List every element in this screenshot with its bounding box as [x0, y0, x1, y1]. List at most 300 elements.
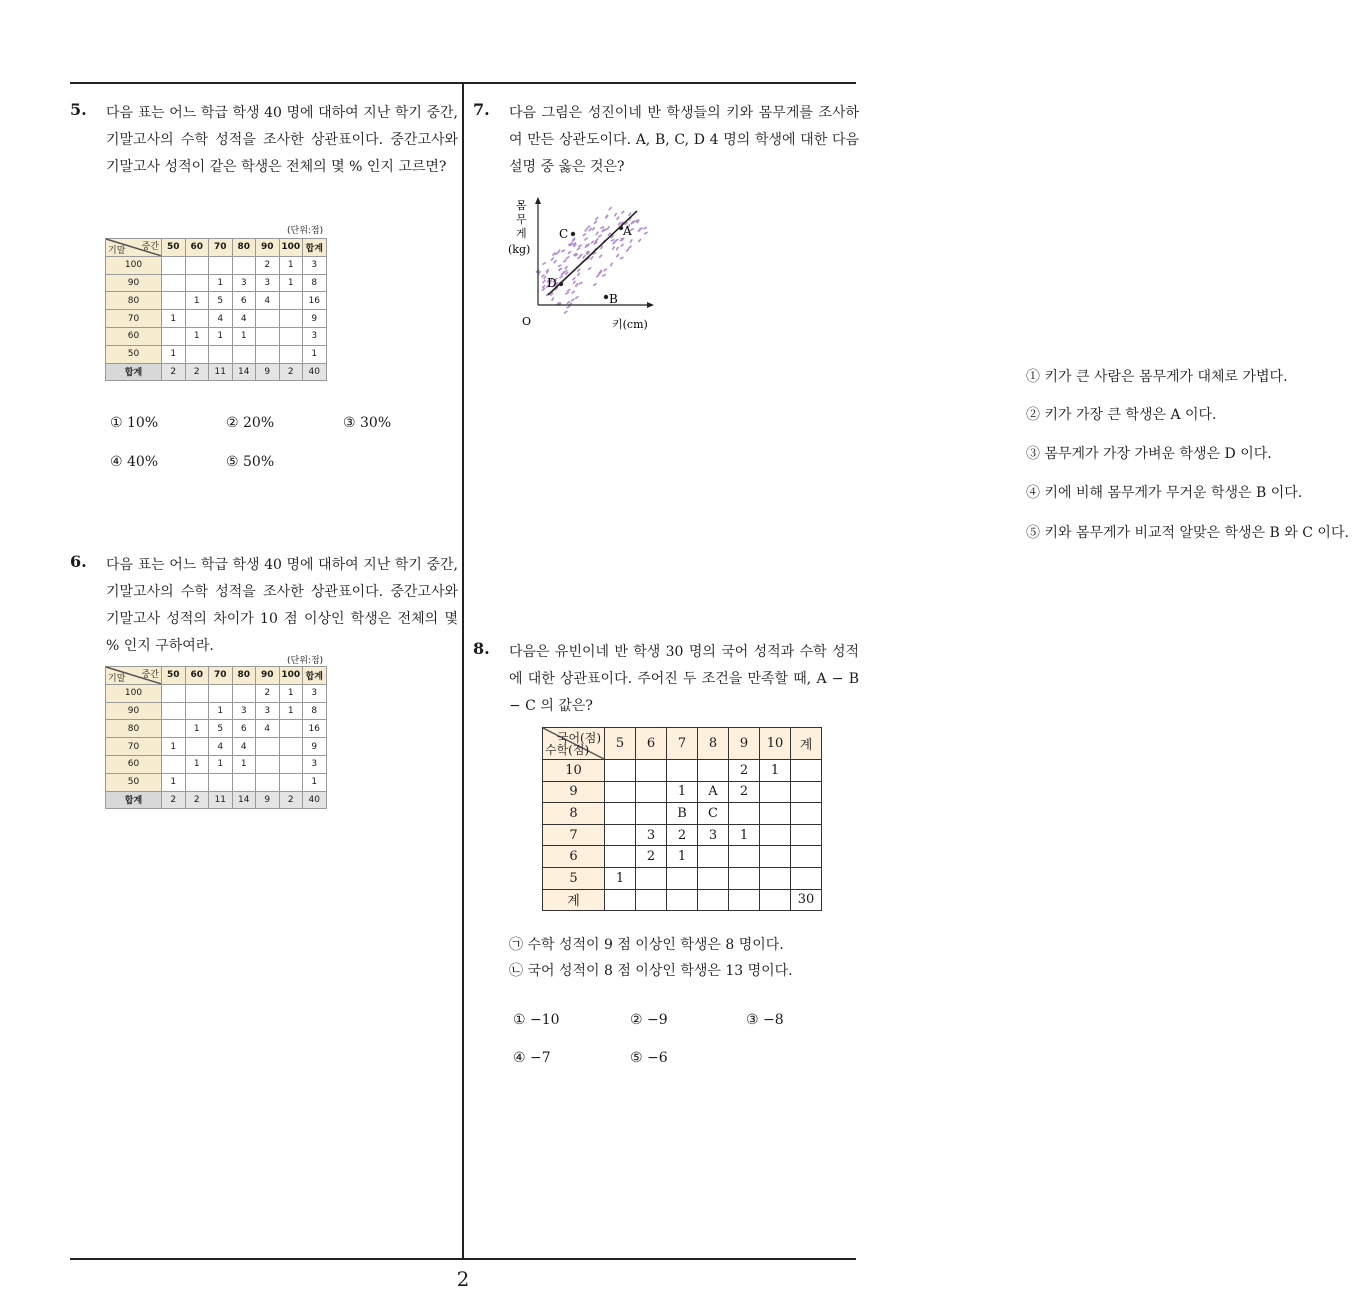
table-cell: [232, 684, 256, 702]
table-row: [106, 274, 327, 292]
table-cell: 11: [209, 363, 233, 381]
table-cell: 1: [232, 327, 256, 345]
scatter-dot: [644, 227, 647, 229]
table-cell: 3: [303, 327, 327, 345]
table-cell: [667, 760, 698, 782]
scatter-dot: [543, 280, 546, 283]
table-cell: [791, 781, 822, 803]
scatter-dot: [616, 247, 618, 250]
scatter-dot: [572, 291, 575, 294]
table-cell: 3: [256, 274, 280, 292]
table-cell: 9: [256, 791, 280, 809]
table-row: [106, 702, 327, 720]
table-cell: [667, 889, 698, 911]
scatter-dot: [621, 244, 624, 247]
scatter-dot: [596, 238, 599, 241]
scatter-dot: [565, 292, 568, 294]
table-cell: 3: [303, 755, 327, 773]
table-cell: [698, 846, 729, 868]
table-cell: [162, 256, 186, 274]
conditions-q8: [509, 932, 793, 984]
choice-2[interactable]: ② −9: [630, 1012, 668, 1028]
question-text: 다음은 유빈이네 반 학생 30 명의 국어 성적과 수학 성적에 대한 상관표이다. 주어진 두 조건을 만족할 때, A − B − C 의 값은?: [509, 644, 859, 714]
table-cell: 1: [279, 274, 303, 292]
column-header: 100: [279, 239, 303, 257]
table-cell: [636, 760, 667, 782]
table-cell: 3: [303, 256, 327, 274]
scatter-dot: [616, 254, 618, 257]
row-header: 70: [106, 310, 162, 328]
choice-1[interactable]: ① −10: [513, 1012, 560, 1028]
table-cell: [791, 867, 822, 889]
scatter-dot: [591, 241, 594, 244]
table-cell: [185, 702, 209, 720]
choice-5[interactable]: ⑤ 50%: [226, 454, 275, 470]
scatter-dot: [591, 256, 593, 259]
scatter-dot: [629, 213, 631, 216]
table-cell: 2: [636, 846, 667, 868]
table-cell: [729, 867, 760, 889]
row-header: 60: [106, 755, 162, 773]
scatter-dot: [558, 265, 562, 267]
scatter-dot: [551, 258, 554, 261]
table-cell: 14: [232, 791, 256, 809]
table-cell: 1: [209, 755, 233, 773]
table-unit: (단위:점): [287, 656, 324, 666]
x-axis-label: 키(cm): [612, 318, 648, 331]
row-header: 5: [543, 867, 605, 889]
scatter-dot: [613, 246, 615, 249]
scatter-dot: [617, 217, 620, 220]
table-row: [106, 345, 327, 363]
table-row: [543, 867, 822, 889]
scatter-dot: [587, 226, 590, 229]
table-unit: (단위:점): [287, 226, 324, 236]
column-divider: [462, 83, 464, 1259]
scatter-dot: [644, 232, 648, 234]
table-corner: [106, 239, 162, 257]
condition-1: ㉠ 수학 성적이 9 점 이상인 학생은 8 명이다.: [509, 937, 784, 953]
scatter-dot: [542, 263, 545, 265]
table-cell: 1: [185, 720, 209, 738]
scatter-dot: [596, 275, 599, 278]
table-cell: [605, 781, 636, 803]
table-cell: 9: [256, 363, 280, 381]
scatter-dot: [553, 253, 556, 256]
table-cell: [605, 846, 636, 868]
table-row: [106, 310, 327, 328]
scatter-dot: [585, 229, 588, 232]
table-cell: [232, 773, 256, 791]
header-row: [543, 728, 822, 760]
correlation-table-q5: [105, 238, 327, 381]
table-cell: 1: [279, 684, 303, 702]
table-cell: 8: [303, 274, 327, 292]
scatter-dot: [602, 229, 604, 233]
column-header: 8: [698, 728, 729, 760]
row-header: 60: [106, 327, 162, 345]
scatter-dot: [621, 211, 624, 214]
label-b: B: [609, 292, 618, 306]
question-number: 5.: [70, 100, 87, 119]
scatter-dot: [611, 263, 613, 267]
table-row: [106, 363, 327, 381]
row-header: 6: [543, 846, 605, 868]
table-cell: 3: [636, 824, 667, 846]
table-cell: [791, 846, 822, 868]
choice-3[interactable]: ③ 30%: [343, 415, 392, 431]
table-cell: [279, 292, 303, 310]
table-cell: 4: [209, 310, 233, 328]
table-row: [543, 760, 822, 782]
scatter-dot: [585, 244, 587, 248]
y-axis-arrow: [535, 197, 541, 204]
table-cell: 2: [279, 363, 303, 381]
scatter-dot: [572, 239, 575, 242]
table-cell: [729, 889, 760, 911]
corner-row-label: 기말: [108, 245, 126, 256]
table-cell: [760, 803, 791, 825]
scatter-dot: [639, 228, 643, 230]
choice-4[interactable]: ④ 키에 비해 몸무게가 무거운 학생은 B 이다.: [1026, 485, 1303, 501]
column-header: 7: [667, 728, 698, 760]
correlation-table-q8: [542, 727, 822, 911]
table-cell: [162, 720, 186, 738]
column-header: 합계: [303, 239, 327, 257]
x-axis-arrow: [647, 302, 654, 308]
column-header: 70: [209, 667, 233, 685]
table-cell: 4: [256, 720, 280, 738]
scatter-dot: [613, 241, 616, 244]
table-cell: 16: [303, 720, 327, 738]
column-header: 60: [185, 239, 209, 257]
scatter-dot: [604, 269, 607, 271]
choice-3[interactable]: ③ 몸무게가 가장 가벼운 학생은 D 이다.: [1026, 446, 1272, 462]
table-cell: 1: [760, 760, 791, 782]
column-header: 합계: [303, 667, 327, 685]
scatter-dot: [615, 239, 618, 242]
table-cell: [698, 867, 729, 889]
scatter-dot: [573, 281, 575, 284]
table-cell: 3: [303, 684, 327, 702]
choice-4[interactable]: ④ 40%: [110, 454, 159, 470]
scatter-dot: [589, 228, 592, 231]
table-cell: 14: [232, 363, 256, 381]
table-cell: [185, 738, 209, 756]
table-cell: 1: [209, 702, 233, 720]
table-cell: [185, 684, 209, 702]
table-cell: [636, 867, 667, 889]
table-cell: [791, 824, 822, 846]
column-header: 70: [209, 239, 233, 257]
scatter-dot: [585, 238, 588, 241]
table-cell: 4: [209, 738, 233, 756]
row-header: 80: [106, 720, 162, 738]
column-header: 90: [256, 667, 280, 685]
table-cell: 1: [279, 702, 303, 720]
table-cell: 1: [232, 755, 256, 773]
scatter-dot: [567, 301, 570, 304]
corner-column-label: 중간: [141, 670, 159, 680]
table-row: [106, 720, 327, 738]
row-header: 100: [106, 256, 162, 274]
scatter-dot: [564, 311, 567, 314]
table-row: [106, 256, 327, 274]
scatter-dot: [606, 215, 609, 218]
table-cell: 2: [729, 760, 760, 782]
scatter-dot: [630, 239, 632, 242]
table-cell: [256, 327, 280, 345]
scatter-dot: [561, 250, 565, 252]
question-number: 7.: [473, 100, 490, 119]
table-cell: 2: [162, 363, 186, 381]
scatter-dot: [552, 297, 554, 300]
table-cell: 1: [667, 781, 698, 803]
table-cell: [256, 738, 280, 756]
question-number: 6.: [70, 552, 87, 571]
table-cell: 1: [162, 773, 186, 791]
table-cell: [279, 345, 303, 363]
scatter-dot: [575, 296, 578, 299]
header-row: [106, 667, 327, 685]
table-row: [543, 889, 822, 911]
row-header: 10: [543, 760, 605, 782]
corner-row-label: 수학(점): [545, 743, 590, 757]
row-header: 계: [543, 889, 605, 911]
table-cell: [698, 889, 729, 911]
table-cell: 1: [729, 824, 760, 846]
y-label-4: (kg): [508, 243, 531, 256]
table-cell: 40: [303, 363, 327, 381]
table-cell: [209, 345, 233, 363]
scatter-dot: [595, 217, 598, 220]
table-cell: [185, 274, 209, 292]
scatter-dot: [575, 284, 578, 287]
choice-4[interactable]: ④ −7: [513, 1050, 551, 1066]
table-cell: 6: [232, 720, 256, 738]
table-cell: [791, 803, 822, 825]
table-cell: [232, 345, 256, 363]
table-cell: [279, 327, 303, 345]
table-cell: [162, 274, 186, 292]
scatter-dot: [567, 306, 571, 308]
scatter-dot: [626, 249, 629, 252]
table-cell: [729, 846, 760, 868]
table-cell: [232, 256, 256, 274]
row-header: 50: [106, 345, 162, 363]
table-corner: [106, 667, 162, 685]
table-cell: 2: [185, 363, 209, 381]
corner-column-label: 국어(점): [556, 731, 601, 745]
table-row: [106, 738, 327, 756]
table-cell: 1: [185, 292, 209, 310]
table-cell: [698, 760, 729, 782]
table-cell: C: [698, 803, 729, 825]
point-d: [559, 282, 563, 286]
scatter-dot: [600, 227, 604, 229]
table-cell: [209, 773, 233, 791]
table-cell: [636, 781, 667, 803]
table-cell: [209, 684, 233, 702]
table-cell: 2: [162, 791, 186, 809]
table-row: [106, 684, 327, 702]
table-row: [543, 781, 822, 803]
table-cell: [162, 702, 186, 720]
table-cell: 3: [232, 274, 256, 292]
row-header: 80: [106, 292, 162, 310]
table-cell: 1: [209, 327, 233, 345]
row-header: 합계: [106, 791, 162, 809]
table-cell: [209, 256, 233, 274]
scatter-dot: [611, 239, 615, 241]
scatter-dot: [583, 255, 586, 258]
table-cell: 2: [256, 684, 280, 702]
choice-1[interactable]: ① 키가 큰 사람은 몸무게가 대체로 가볍다.: [1026, 369, 1288, 385]
table-cell: [162, 755, 186, 773]
scatter-dot: [596, 232, 598, 235]
scatter-dot: [602, 274, 606, 276]
scatter-dot: [573, 277, 576, 280]
bottom-rule: [70, 1258, 856, 1260]
table-cell: 9: [303, 738, 327, 756]
label-c: C: [559, 227, 569, 241]
scatter-dot: [588, 267, 591, 269]
row-header: 50: [106, 773, 162, 791]
scatter-dot: [563, 260, 566, 263]
choice-2[interactable]: ② 20%: [226, 415, 275, 431]
scatter-dot: [565, 266, 568, 269]
scatter-dot: [577, 257, 580, 259]
table-cell: 4: [232, 738, 256, 756]
choice-2[interactable]: ② 키가 가장 큰 학생은 A 이다.: [1026, 407, 1217, 423]
table-cell: 11: [209, 791, 233, 809]
table-cell: [760, 846, 791, 868]
scatter-dot: [629, 246, 632, 249]
y-label-3: 게: [516, 227, 527, 240]
column-header: 80: [232, 667, 256, 685]
column-header: 80: [232, 239, 256, 257]
table-cell: [605, 889, 636, 911]
scatter-dot: [577, 248, 580, 250]
question-text: 다음 그림은 성진이네 반 학생들의 키와 몸무게를 조사하여 만든 상관도이다. A, B, C, D 4 명의 학생에 대한 다음 설명 중 옳은 것은?: [509, 105, 859, 175]
column-header: 90: [256, 239, 280, 257]
table-cell: 1: [209, 274, 233, 292]
table-cell: [256, 755, 280, 773]
scatter-dot: [620, 257, 624, 259]
scatter-dot: [578, 245, 581, 247]
column-header: 50: [162, 667, 186, 685]
column-header: 10: [760, 728, 791, 760]
scatter-dot: [566, 257, 569, 259]
table-cell: [636, 889, 667, 911]
table-cell: [185, 256, 209, 274]
table-cell: [636, 803, 667, 825]
choice-5[interactable]: ⑤ −6: [630, 1050, 668, 1066]
row-header: 8: [543, 803, 605, 825]
scatter-dot: [615, 213, 617, 216]
column-header: 100: [279, 667, 303, 685]
table-row: [106, 773, 327, 791]
column-header: 50: [162, 239, 186, 257]
question-text: 다음 표는 어느 학급 학생 40 명에 대하여 지난 학기 중간, 기말고사의 수학 성적을 조사한 상관표이다. 중간고사와 기말고사 성적의 차이가 10 점 이상인 학생은 전체의 몇 % 인지 구하여라.: [106, 557, 458, 654]
scatter-dot: [542, 288, 545, 291]
table-cell: 6: [232, 292, 256, 310]
column-header: 6: [636, 728, 667, 760]
table-cell: 1: [185, 327, 209, 345]
table-cell: [760, 824, 791, 846]
point-b: [604, 295, 608, 299]
page-number: 2: [456, 1267, 470, 1291]
table-cell: [605, 803, 636, 825]
row-header: 90: [106, 274, 162, 292]
choice-3[interactable]: ③ −8: [746, 1012, 784, 1028]
table-cell: 1: [303, 345, 327, 363]
table-cell: [760, 889, 791, 911]
table-row: [543, 803, 822, 825]
table-cell: [605, 824, 636, 846]
header-row: [106, 239, 327, 257]
scatter-dot: [579, 282, 582, 284]
table-cell: 1: [279, 256, 303, 274]
table-row: [543, 846, 822, 868]
table-cell: [729, 803, 760, 825]
point-c: [571, 232, 575, 236]
scatter-dot: [577, 269, 580, 272]
scatter-dot: [554, 260, 557, 263]
table-cell: [279, 738, 303, 756]
table-cell: 3: [698, 824, 729, 846]
table-cell: 1: [162, 345, 186, 363]
table-cell: [667, 867, 698, 889]
table-cell: 4: [232, 310, 256, 328]
row-header: 90: [106, 702, 162, 720]
table-cell: 30: [791, 889, 822, 911]
scatter-dot: [542, 275, 545, 278]
column-header: 계: [791, 728, 822, 760]
row-header: 합계: [106, 363, 162, 381]
column-header: 9: [729, 728, 760, 760]
scatter-dot: [583, 234, 586, 236]
table-cell: [760, 781, 791, 803]
corner-row-label: 기말: [108, 673, 126, 684]
table-row: [106, 327, 327, 345]
scatter-dot: [558, 250, 560, 253]
table-cell: 1: [162, 310, 186, 328]
question-text: 다음 표는 어느 학급 학생 40 명에 대하여 지난 학기 중간, 기말고사의 수학 성적을 조사한 상관표이다. 중간고사와 기말고사 성적이 같은 학생은 전체의 몇 % 인지 고르면?: [106, 105, 458, 175]
table-cell: 2: [256, 256, 280, 274]
scatter-dot: [594, 221, 597, 224]
table-cell: 1: [185, 755, 209, 773]
table-cell: 1: [162, 738, 186, 756]
table-cell: 40: [303, 791, 327, 809]
table-row: [106, 292, 327, 310]
column-header: 5: [605, 728, 636, 760]
table-cell: 5: [209, 292, 233, 310]
table-cell: 8: [303, 702, 327, 720]
table-cell: [279, 310, 303, 328]
table-cell: 2: [729, 781, 760, 803]
choice-5[interactable]: ⑤ 키와 몸무게가 비교적 알맞은 학생은 B 와 C 이다.: [1026, 525, 1349, 541]
table-cell: [162, 327, 186, 345]
choice-1[interactable]: ① 10%: [110, 415, 159, 431]
correlation-table-q6: [105, 666, 327, 809]
table-cell: 4: [256, 292, 280, 310]
scatter-dot: [598, 235, 601, 237]
table-row: [106, 755, 327, 773]
table-cell: [791, 760, 822, 782]
table-cell: 5: [209, 720, 233, 738]
row-header: 70: [106, 738, 162, 756]
